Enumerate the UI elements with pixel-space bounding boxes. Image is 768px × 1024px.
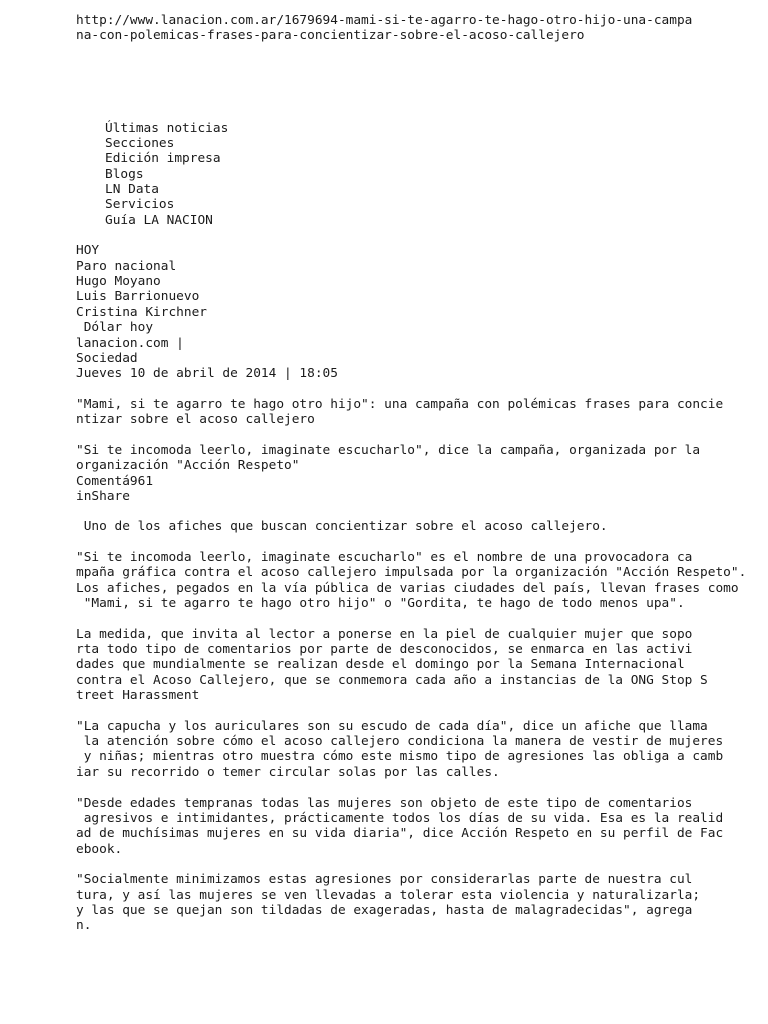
body-line: tura, y así las mujeres se ven llevadas a tolerar esta violencia y naturalizarla; (76, 888, 701, 903)
menu-item-blogs[interactable]: Blogs (105, 167, 144, 182)
body-line: "La capucha y los auriculares son su escudo de cada día", dice un afiche que llama (76, 719, 708, 734)
menu-item-servicios[interactable]: Servicios (105, 197, 175, 212)
topic-link[interactable]: Hugo Moyano (76, 274, 161, 289)
comment-count-link[interactable]: Comentá961 (76, 474, 154, 489)
body-line: iar su recorrido o temer circular solas por las calles. (76, 765, 500, 780)
body-line: "Mami, si te agarro te hago otro hijo" o "Gordita, te hago de todo menos upa". (76, 596, 685, 611)
subhead-line: "Si te incomoda leerlo, imaginate escucharlo", dice la campaña, organizada por la (76, 443, 701, 458)
menu-item-ultimas-noticias[interactable]: Últimas noticias (105, 121, 229, 136)
body-line: rta todo tipo de comentarios por parte de desconocidos, se enmarca en las activi (76, 642, 693, 657)
body-line: Los afiches, pegados en la vía pública de varias ciudades del país, llevan frases como (76, 581, 739, 596)
menu-item-secciones[interactable]: Secciones (105, 136, 175, 151)
body-line: agresivos e intimidantes, prácticamente todos los días de su vida. Esa es la realid (76, 811, 724, 826)
body-line: dades que mundialmente se realizan desde el domingo por la Semana Internacional (76, 657, 685, 672)
topic-link[interactable]: Paro nacional (76, 259, 177, 274)
article-url-line-2[interactable]: na-con-polemicas-frases-para-concientizar-sobre-el-acoso-callejero (76, 28, 585, 43)
body-line: "Socialmente minimizamos estas agresiones por considerarlas parte de nuestra cul (76, 872, 693, 887)
body-line: mpaña gráfica contra el acoso callejero impulsada por la organización "Acción Respeto". (76, 565, 747, 580)
menu-item-ln-data[interactable]: LN Data (105, 182, 159, 197)
topic-link[interactable]: Luis Barrionuevo (76, 289, 200, 304)
body-line: "Desde edades tempranas todas las mujeres son objeto de este tipo de comentarios (76, 796, 693, 811)
body-line: la atención sobre cómo el acoso callejero condiciona la manera de vestir de mujeres (76, 734, 724, 749)
body-line: y las que se quejan son tildadas de exageradas, hasta de malagradecidas", agrega (76, 903, 693, 918)
topics-heading: HOY (76, 243, 100, 258)
article-date: Jueves 10 de abril de 2014 | 18:05 (76, 366, 338, 381)
body-line: contra el Acoso Callejero, que se conmemora cada año a instancias de la ONG Stop S (76, 673, 708, 688)
topic-link-dolar-hoy[interactable]: Dólar hoy (76, 320, 154, 335)
body-line: n. (76, 918, 92, 933)
article-url-line-1[interactable]: http://www.lanacion.com.ar/1679694-mami-si-te-agarro-te-hago-otro-hijo-una-campa (76, 13, 693, 28)
headline-line: ntizar sobre el acoso callejero (76, 412, 315, 427)
body-line: "Si te incomoda leerlo, imaginate escucharlo" es el nombre de una provocadora ca (76, 550, 693, 565)
topic-link[interactable]: Cristina Kirchner (76, 305, 207, 320)
menu-item-guia-la-nacion[interactable]: Guía LA NACION (105, 213, 213, 228)
body-line: ad de muchísimas mujeres en su vida diaria", dice Acción Respeto en su perfil de Fac (76, 826, 724, 841)
breadcrumb-site[interactable]: lanacion.com | (76, 336, 184, 351)
breadcrumb-section[interactable]: Sociedad (76, 351, 138, 366)
body-line: La medida, que invita al lector a ponerse en la piel de cualquier mujer que sopo (76, 627, 693, 642)
headline-line: "Mami, si te agarro te hago otro hijo": una campaña con polémicas frases para concie (76, 397, 724, 412)
subhead-line: organización "Acción Respeto" (76, 458, 300, 473)
body-line: treet Harassment (76, 688, 200, 703)
image-caption: Uno de los afiches que buscan concientizar sobre el acoso callejero. (76, 519, 608, 534)
menu-item-edicion-impresa[interactable]: Edición impresa (105, 151, 221, 166)
body-line: y niñas; mientras otro muestra cómo este mismo tipo de agresiones las obliga a camb (76, 749, 724, 764)
share-link[interactable]: inShare (76, 489, 130, 504)
body-line: ebook. (76, 842, 123, 857)
